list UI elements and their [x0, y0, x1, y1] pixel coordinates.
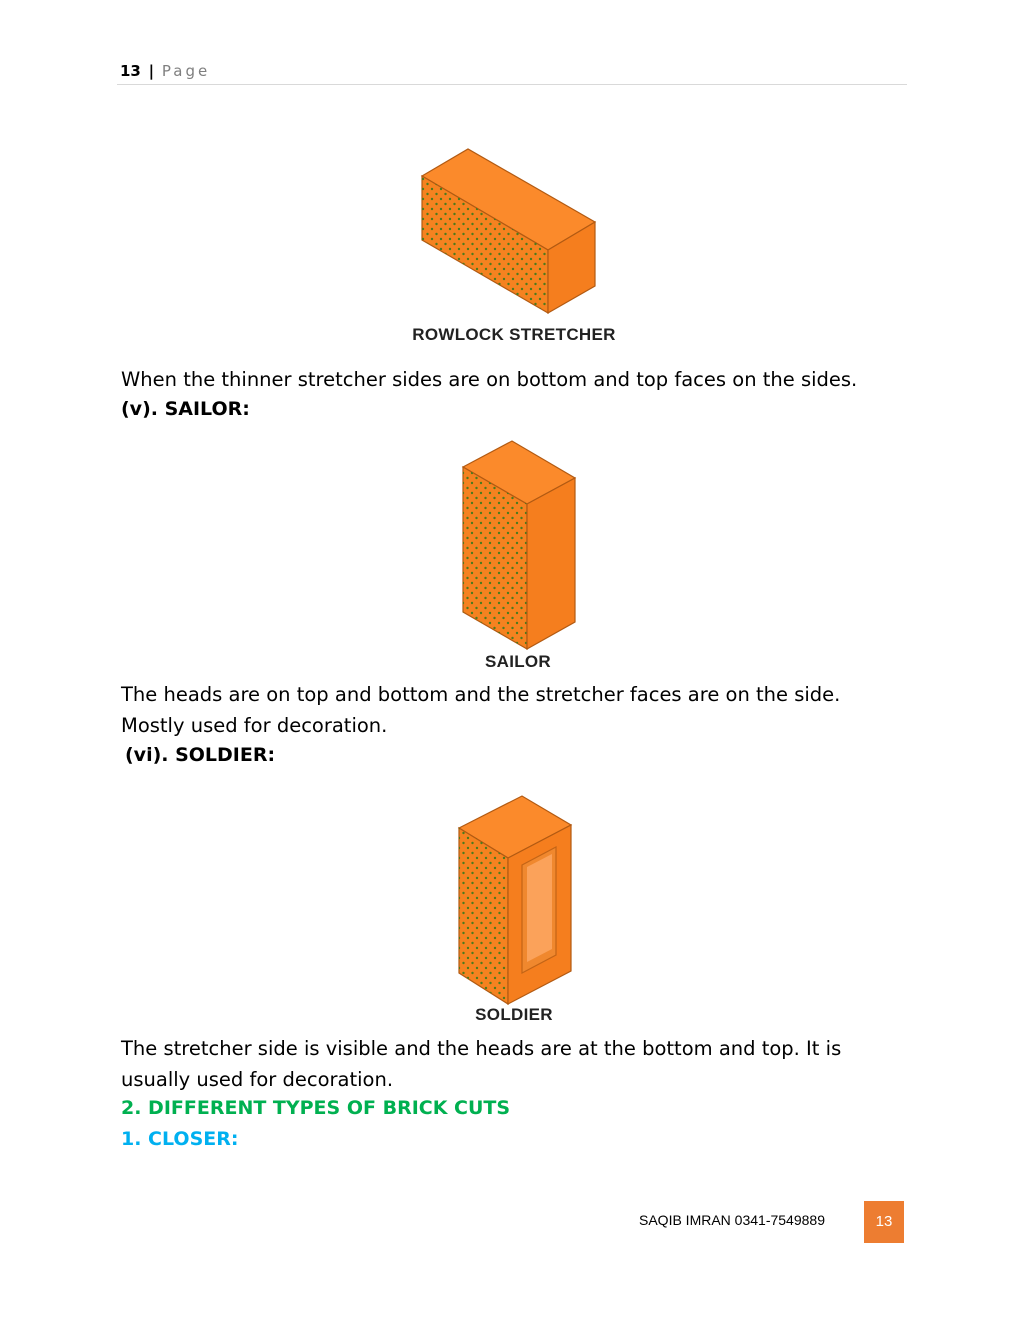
paragraph-soldier-description: The stretcher side is visible and the heads are at the bottom and top. It is usually used for decoration.	[121, 1037, 842, 1091]
page-header	[120, 62, 210, 80]
heading-sailor: (v). SAILOR:	[121, 398, 250, 420]
header-page-word: Page	[161, 62, 211, 80]
soldier-brick-image	[456, 795, 576, 1007]
header-divider	[117, 84, 907, 85]
footer-page-number-badge: 13	[864, 1201, 904, 1243]
paragraph-sailor-description: The heads are on top and bottom and the stretcher faces are on the side. Mostly used for decoration.	[121, 683, 841, 737]
soldier-caption: SOLDIER	[475, 1005, 553, 1024]
sailor-brick-image	[460, 440, 580, 652]
rowlock-stretcher-brick-image	[420, 146, 600, 316]
rowlock-stretcher-caption: ROWLOCK STRETCHER	[412, 325, 616, 344]
header-page-number: 13	[120, 62, 141, 80]
footer-author: SAQIB IMRAN 0341-7549889	[639, 1212, 825, 1228]
header-separator: |	[148, 62, 155, 80]
heading-closer: 1. CLOSER:	[121, 1128, 239, 1150]
paragraph-rowlock-description: When the thinner stretcher sides are on bottom and top faces on the sides.	[121, 368, 858, 391]
sailor-caption: SAILOR	[484, 652, 552, 671]
heading-soldier: (vi). SOLDIER:	[125, 744, 276, 766]
heading-brick-cuts: 2. DIFFERENT TYPES OF BRICK CUTS	[121, 1097, 511, 1119]
